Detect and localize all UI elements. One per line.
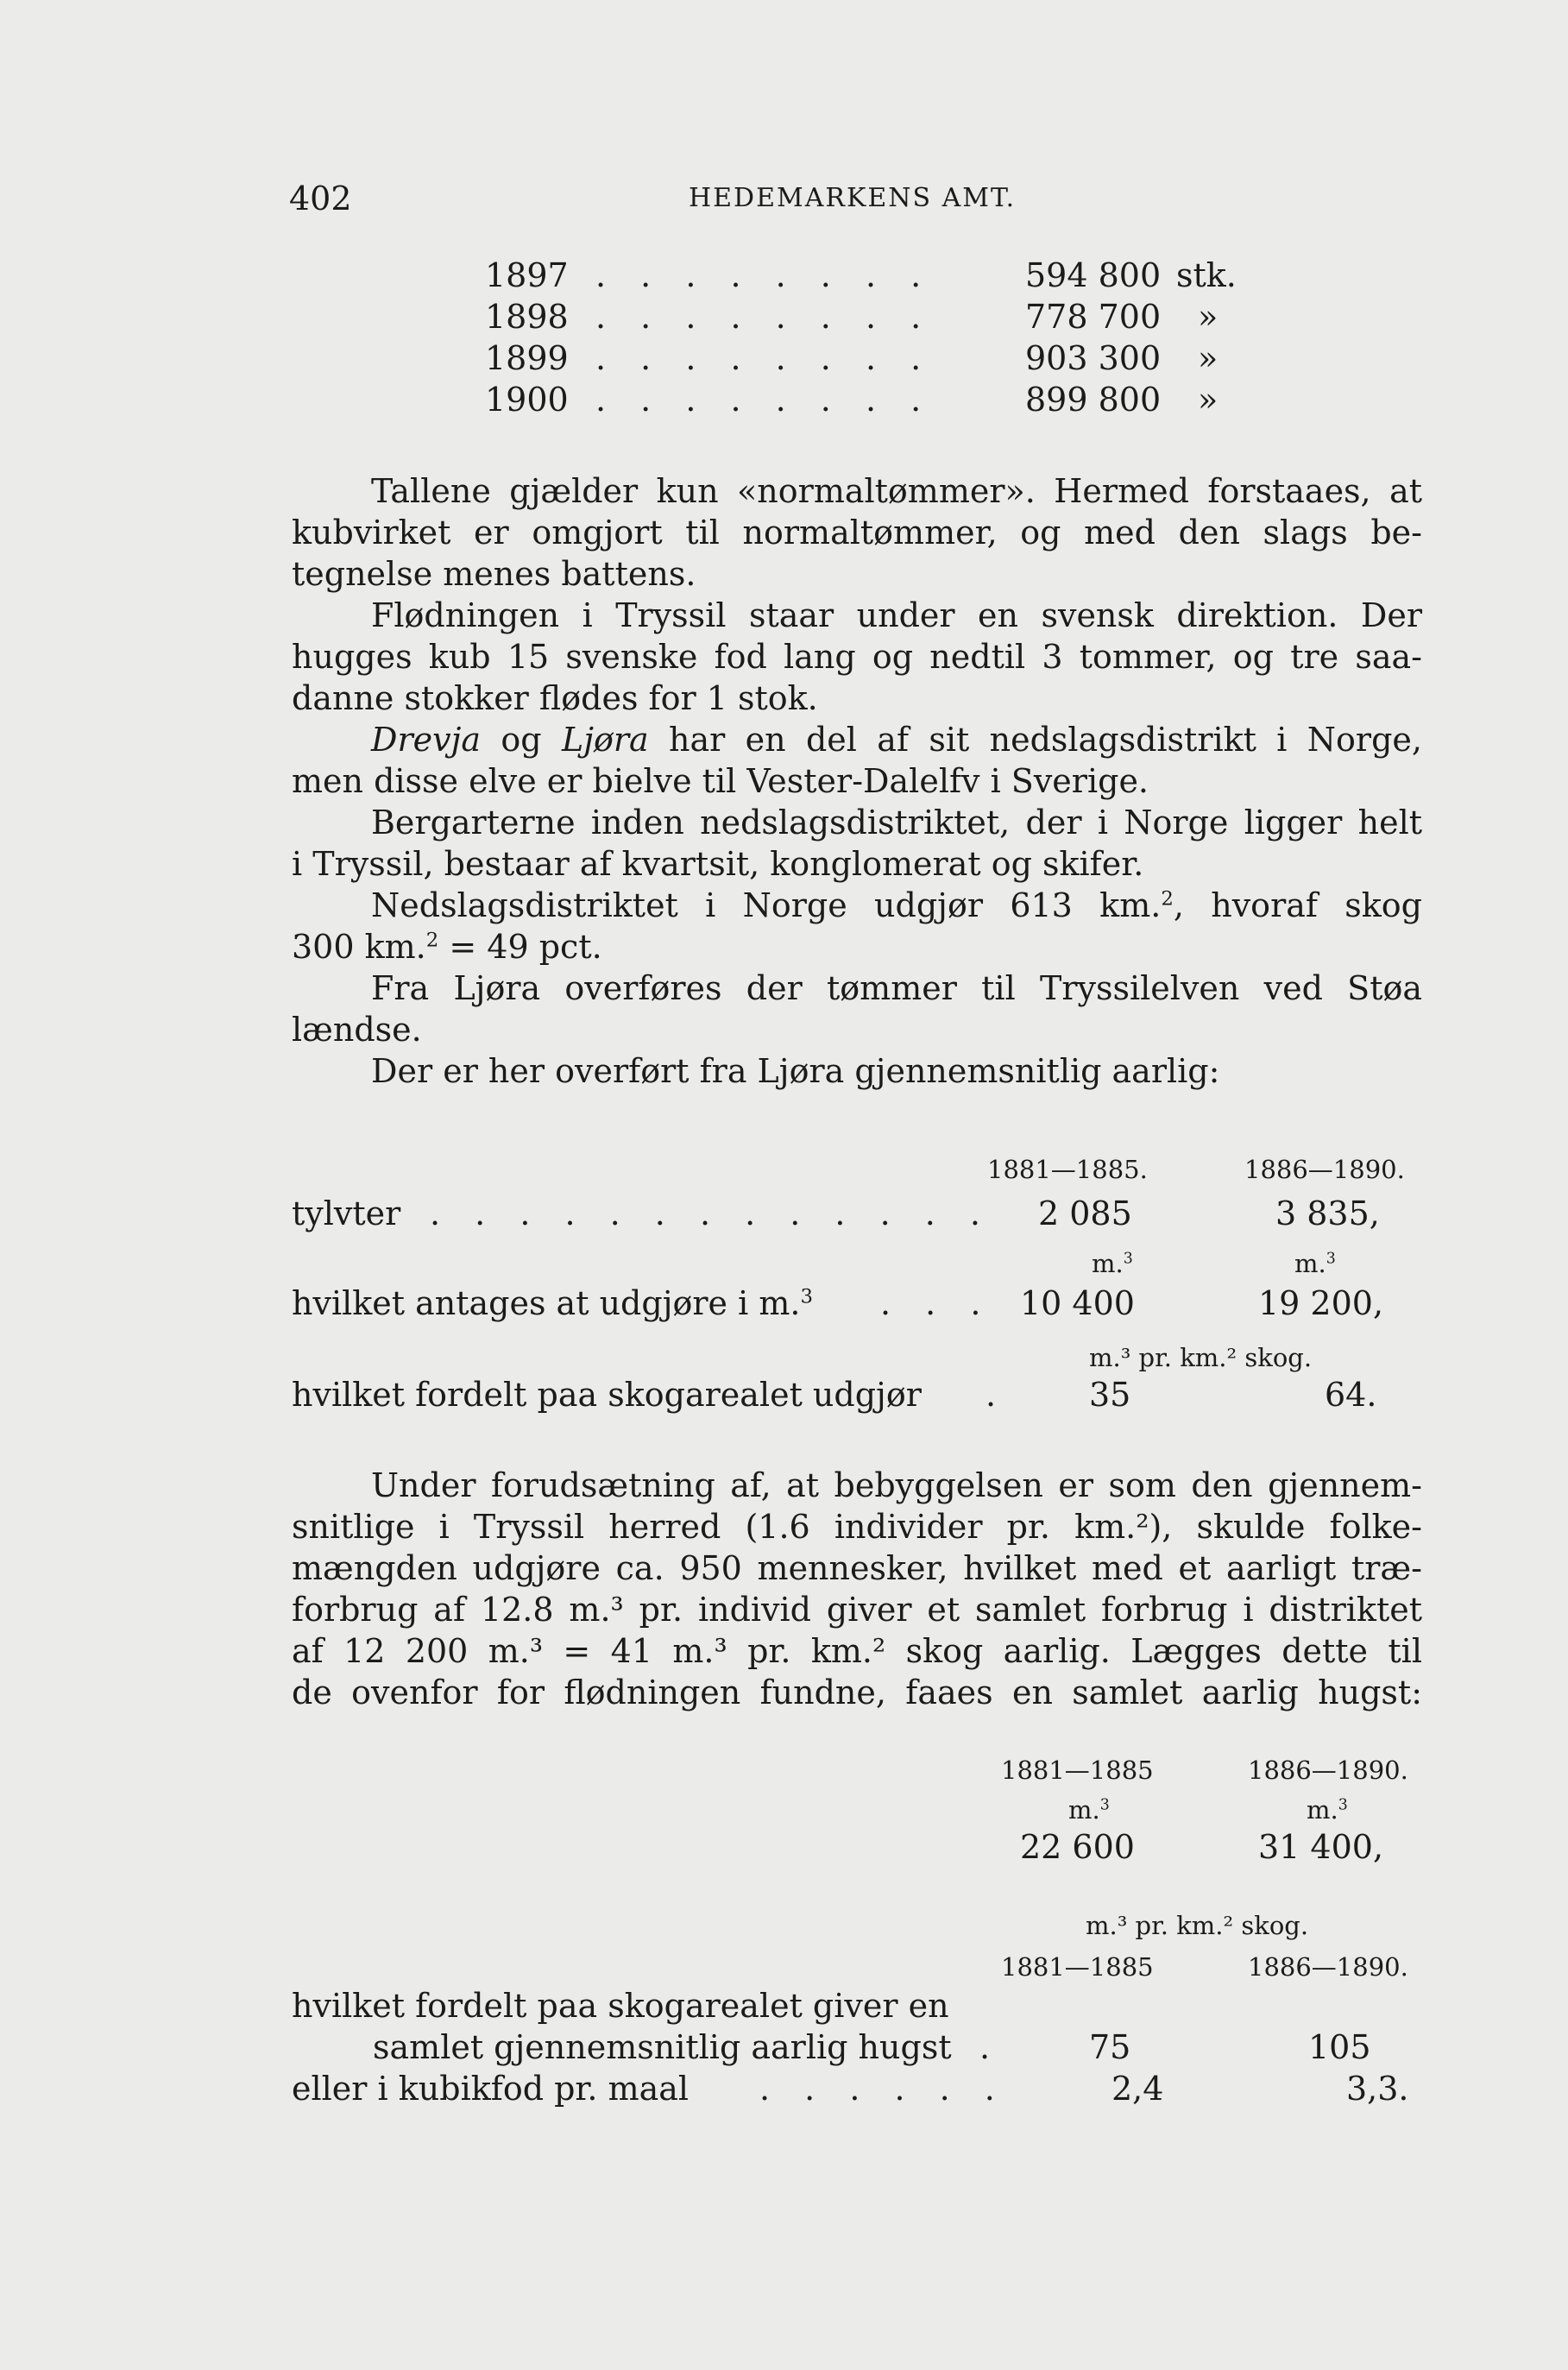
- page-number: 402: [289, 180, 352, 217]
- text-fragment: har en del af sit nedslagsdistrikt i Norge,: [669, 721, 1422, 759]
- text-line: men disse elve er bielve til Vester-Dalelfv i Sverige.: [292, 762, 1149, 800]
- leader-dots: . . . . . . . .: [595, 256, 934, 294]
- leader-dots: .: [979, 2028, 991, 2066]
- superscript: 2: [425, 929, 439, 952]
- word: og: [501, 721, 542, 759]
- text-line: Bergarterne inden nedslagsdistriktet, der i Norge ligger helt: [371, 804, 1422, 841]
- value-cell: 903 300: [1025, 339, 1162, 377]
- value-cell: 2 085: [1038, 1194, 1132, 1232]
- year-cell: 1900: [485, 381, 569, 419]
- value-cell: 3,3.: [1346, 2070, 1409, 2108]
- unit-label: m.$^3$: [1068, 1795, 1110, 1825]
- unit-label: m.$^3$: [1092, 1249, 1133, 1278]
- leader-dots: . . . . . . . .: [595, 339, 934, 377]
- year-cell: 1899: [485, 339, 569, 377]
- value-cell: 2,4: [1111, 2070, 1164, 2108]
- column-header: 1881—1885: [1001, 1952, 1154, 1982]
- text-line: snitlige i Tryssil herred (1.6 individer pr. km.²), skulde folke-: [292, 1508, 1422, 1546]
- text-fragment: = 49 pct.: [449, 928, 602, 966]
- row-label: samlet gjennemsnitlig aarlig hugst: [373, 2028, 952, 2066]
- text-line: danne stokker flødes for 1 stok.: [292, 679, 818, 717]
- row-label: eller i kubikfod pr. maal: [292, 2070, 690, 2108]
- river-name-drevja: Drevja: [371, 721, 482, 759]
- text-line: Fra Ljøra overføres der tømmer til Tryssilelven ved Støa: [371, 969, 1422, 1007]
- column-header: 1886—1890.: [1248, 1755, 1408, 1785]
- text-line: [292, 926, 1422, 968]
- text-line: mængden udgjøre ca. 950 mennesker, hvilket med et aarligt træ-: [292, 1549, 1422, 1587]
- column-header: 1886—1890.: [1248, 1952, 1408, 1982]
- unit-cell: »: [1198, 339, 1219, 377]
- text-line: de ovenfor for flødningen fundne, faaes en samlet aarlig hugst:: [292, 1673, 1422, 1711]
- value-cell: 778 700: [1025, 298, 1162, 336]
- value-cell: 35: [1089, 1376, 1131, 1414]
- paragraph: [292, 885, 1422, 968]
- text-fragment: , hvoraf skog: [1173, 886, 1423, 924]
- unit-label: m.$^3$: [1307, 1795, 1348, 1825]
- value-cell: 594 800: [1025, 256, 1162, 294]
- row-label: tylvter: [292, 1194, 401, 1232]
- leader-dots: . . . . . .: [759, 2070, 1007, 2108]
- paragraph: [292, 595, 1422, 719]
- value-cell: 64.: [1325, 1376, 1377, 1414]
- value-cell: 22 600: [1020, 1828, 1135, 1866]
- value-cell: 3 835,: [1275, 1194, 1380, 1232]
- leader-dots: . . . . . . . .: [595, 381, 934, 419]
- column-header: 1886—1890.: [1244, 1155, 1405, 1184]
- running-title: HEDEMARKENS AMT.: [689, 183, 1017, 213]
- paragraph: [292, 1465, 1422, 1713]
- row-label: hvilket fordelt paa skogarealet udgjør: [292, 1376, 922, 1414]
- text-line: Under forudsætning af, at bebyggelsen er som den gjennem-: [371, 1466, 1422, 1504]
- column-header: 1881—1885.: [987, 1155, 1148, 1184]
- leader-dots: .: [986, 1376, 997, 1414]
- text-line: Der er her overført fra Ljøra gjennemsnitlig aarlig:: [371, 1052, 1220, 1090]
- leader-dots: . . . . . . . .: [595, 298, 934, 336]
- text-line: forbrug af 12.8 m.³ pr. individ giver et samlet forbrug i distriktet: [292, 1591, 1422, 1629]
- river-name-ljora: Ljøra: [561, 721, 649, 759]
- column-header: 1881—1885: [1001, 1755, 1154, 1785]
- text-line: lændse.: [292, 1011, 422, 1049]
- text-line: kubvirket er omgjort til normaltømmer, og med den slags be-: [292, 514, 1422, 552]
- paragraph: [292, 719, 1422, 802]
- unit-label: m.³ pr. km.² skog.: [1086, 1911, 1309, 1940]
- unit-label: m.³ pr. km.² skog.: [1089, 1343, 1313, 1372]
- unit-cell: »: [1198, 381, 1219, 419]
- text-fragment: 300 km.: [292, 928, 426, 966]
- superscript: 2: [1161, 887, 1174, 911]
- value-cell: 31 400,: [1258, 1828, 1384, 1866]
- paragraph: [292, 802, 1422, 885]
- value-cell: 19 200,: [1258, 1284, 1384, 1322]
- paragraph: [292, 968, 1422, 1050]
- row-label: hvilket fordelt paa skogarealet giver en: [292, 1987, 949, 2025]
- paragraph: [292, 470, 1422, 595]
- text-line: tegnelse menes battens.: [292, 555, 696, 593]
- unit-cell: stk.: [1176, 256, 1237, 294]
- text-line: [292, 885, 1422, 926]
- leader-dots: . . . . . . . . . . . . .: [430, 1194, 992, 1232]
- text-line: af 12 200 m.³ = 41 m.³ pr. km.² skog aarlig. Lægges dette til: [292, 1632, 1422, 1670]
- year-cell: 1897: [485, 256, 569, 294]
- text-line: hugges kub 15 svenske fod lang og nedtil 3 tommer, og tre saa-: [292, 638, 1422, 676]
- leader-dots: . . .: [880, 1284, 993, 1322]
- paragraph: [292, 1050, 1422, 1092]
- year-cell: 1898: [485, 298, 569, 336]
- value-cell: 10 400: [1020, 1284, 1135, 1322]
- value-cell: 899 800: [1025, 381, 1162, 419]
- value-cell: 75: [1089, 2028, 1131, 2066]
- row-label: hvilket antages at udgjøre i m.$^3$: [292, 1284, 813, 1322]
- text-line: [292, 719, 1422, 760]
- text-line: Tallene gjælder kun «normaltømmer». Hermed forstaaes, at: [371, 472, 1422, 510]
- text-fragment: Nedslagsdistriktet i Norge udgjør 613 km.: [371, 886, 1162, 924]
- text-line: i Tryssil, bestaar af kvartsit, konglomerat og skifer.: [292, 845, 1144, 883]
- unit-label: m.$^3$: [1294, 1249, 1336, 1278]
- value-cell: 105: [1308, 2028, 1371, 2066]
- unit-cell: »: [1198, 298, 1219, 336]
- text-line: Flødningen i Tryssil staar under en svensk direktion. Der: [371, 596, 1422, 634]
